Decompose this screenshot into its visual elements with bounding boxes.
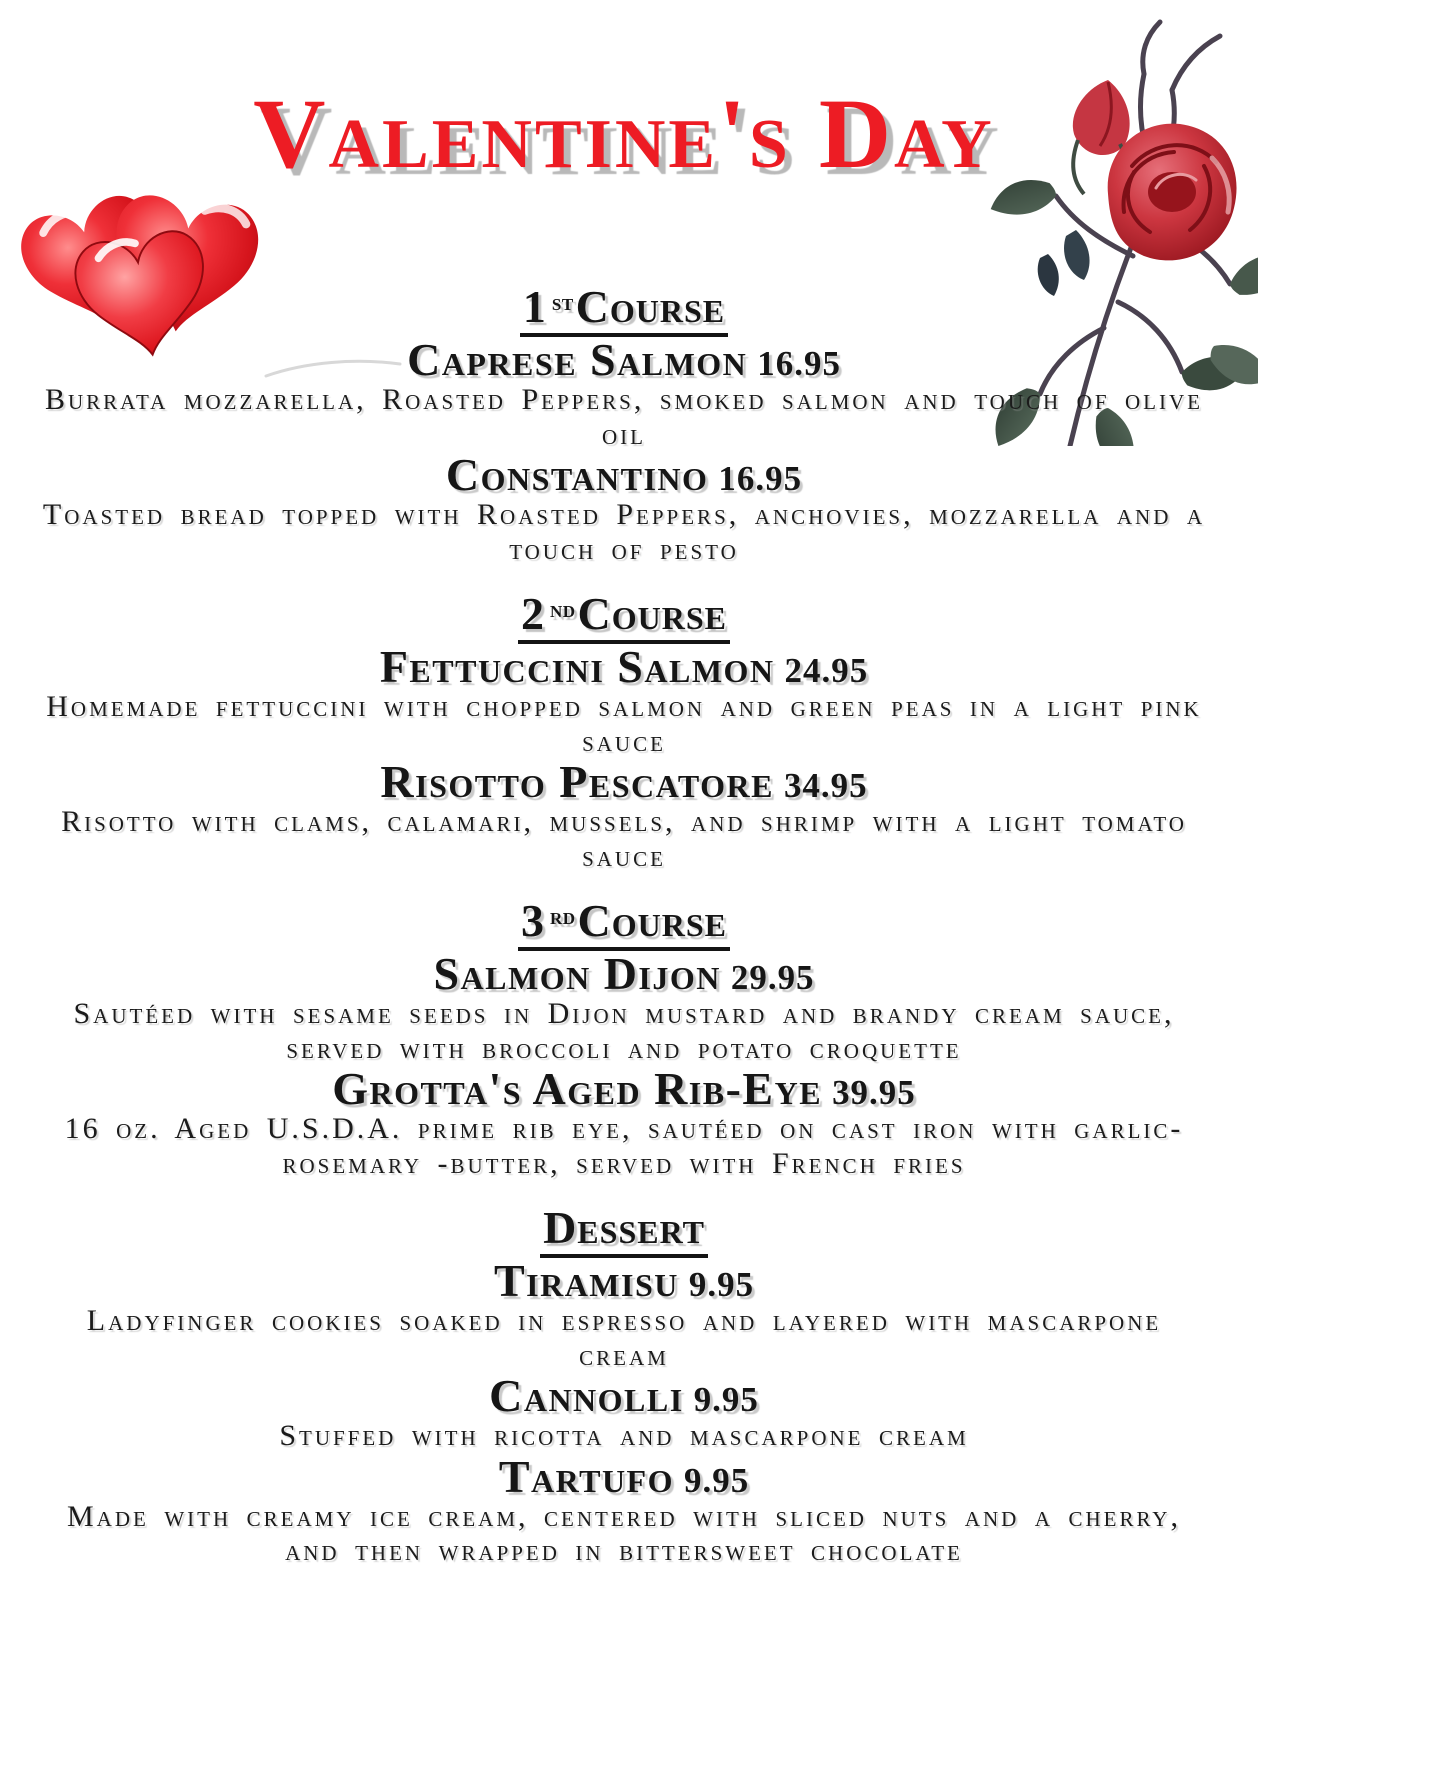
dish	[0, 948, 1248, 1066]
dish-description: Made with creamy ice cream, centered with sliced nuts and a cherry, and then wrapped in bittersweet chocolate	[67, 1499, 1181, 1567]
dish-description: Ladyfinger cookies soaked in espresso and layered with mascarpone cream	[86, 1304, 1162, 1372]
dish-price: 9.95	[693, 1380, 759, 1419]
course-ordinal: rd	[549, 903, 576, 930]
dish-name: Risotto Pescatore 34.95	[380, 756, 868, 807]
course-section-3	[0, 895, 1248, 1181]
dish	[0, 641, 1248, 759]
course-heading	[0, 895, 1248, 951]
course-number: 2	[520, 588, 545, 639]
dish-price: 29.95	[730, 958, 815, 997]
course-number: 3	[520, 895, 545, 946]
course-word: Course	[577, 895, 728, 946]
dish-name: Cannolli 9.95	[489, 1370, 759, 1421]
dish	[0, 1370, 1248, 1454]
dish-name: Caprese Salmon 16.95	[407, 334, 841, 385]
course-heading-underline	[518, 588, 730, 644]
course-ordinal: nd	[549, 596, 576, 623]
dish	[0, 1450, 1248, 1569]
dish-price: 9.95	[688, 1265, 755, 1304]
course-section-2	[0, 588, 1248, 874]
dish-description: Stuffed with ricotta and mascarpone cream	[279, 1419, 969, 1452]
dish-price: 16.95	[718, 459, 803, 498]
dish	[0, 334, 1248, 452]
dish-description: Toasted bread topped with Roasted Peppers, anchovies, mozzarella and a touch of pesto	[42, 498, 1206, 566]
dish	[0, 756, 1248, 874]
dish-name: Constantino 16.95	[445, 449, 803, 500]
dish-description: Risotto with clams, calamari, mussels, and shrimp with a light tomato sauce	[61, 805, 1187, 873]
course-word: Course	[575, 281, 726, 332]
dish	[0, 449, 1248, 567]
course-heading-underline	[518, 895, 730, 951]
course-heading	[0, 281, 1248, 337]
dish-price: 39.95	[832, 1073, 916, 1112]
course-heading	[0, 588, 1248, 644]
dish-price: 34.95	[783, 766, 868, 805]
dish-description: Burrata mozzarella, Roasted Peppers, smoked salmon and touch of olive oil	[44, 383, 1203, 451]
course-ordinal: st	[551, 289, 574, 316]
dish-name: Tartufo 9.95	[498, 1450, 750, 1502]
course-word: Dessert	[543, 1202, 705, 1253]
course-word: Course	[577, 588, 728, 639]
course-heading	[0, 1202, 1248, 1258]
dish-name: Grotta's Aged Rib-Eye 39.95	[332, 1063, 916, 1114]
dish-name: Tiramisu 9.95	[493, 1255, 755, 1306]
dish-name: Fettuccini Salmon 24.95	[379, 641, 869, 692]
course-section-dessert	[0, 1202, 1248, 1569]
course-heading-underline	[520, 281, 728, 337]
dish-name: Salmon Dijon 29.95	[433, 948, 815, 999]
dish-price: 9.95	[684, 1460, 750, 1500]
dish-description: Sautéed with sesame seeds in Dijon mustard and brandy cream sauce, served with broccoli and potato croquette	[73, 997, 1175, 1065]
dish	[0, 1063, 1248, 1181]
course-number: 1	[522, 281, 547, 332]
course-heading-underline	[540, 1202, 708, 1258]
dish-description: Homemade fettuccini with chopped salmon and green peas in a light pink sauce	[46, 690, 1202, 758]
dish-price: 24.95	[784, 651, 869, 690]
dish-description: 16 oz. Aged U.S.D.A. prime rib eye, sautéed on cast iron with garlic-rosemary -butter, served with French fries	[64, 1112, 1184, 1180]
course-section-1	[0, 281, 1248, 567]
dish	[0, 1255, 1248, 1373]
dish-price: 16.95	[757, 344, 841, 383]
page-title: Valentine's Day	[253, 78, 995, 189]
